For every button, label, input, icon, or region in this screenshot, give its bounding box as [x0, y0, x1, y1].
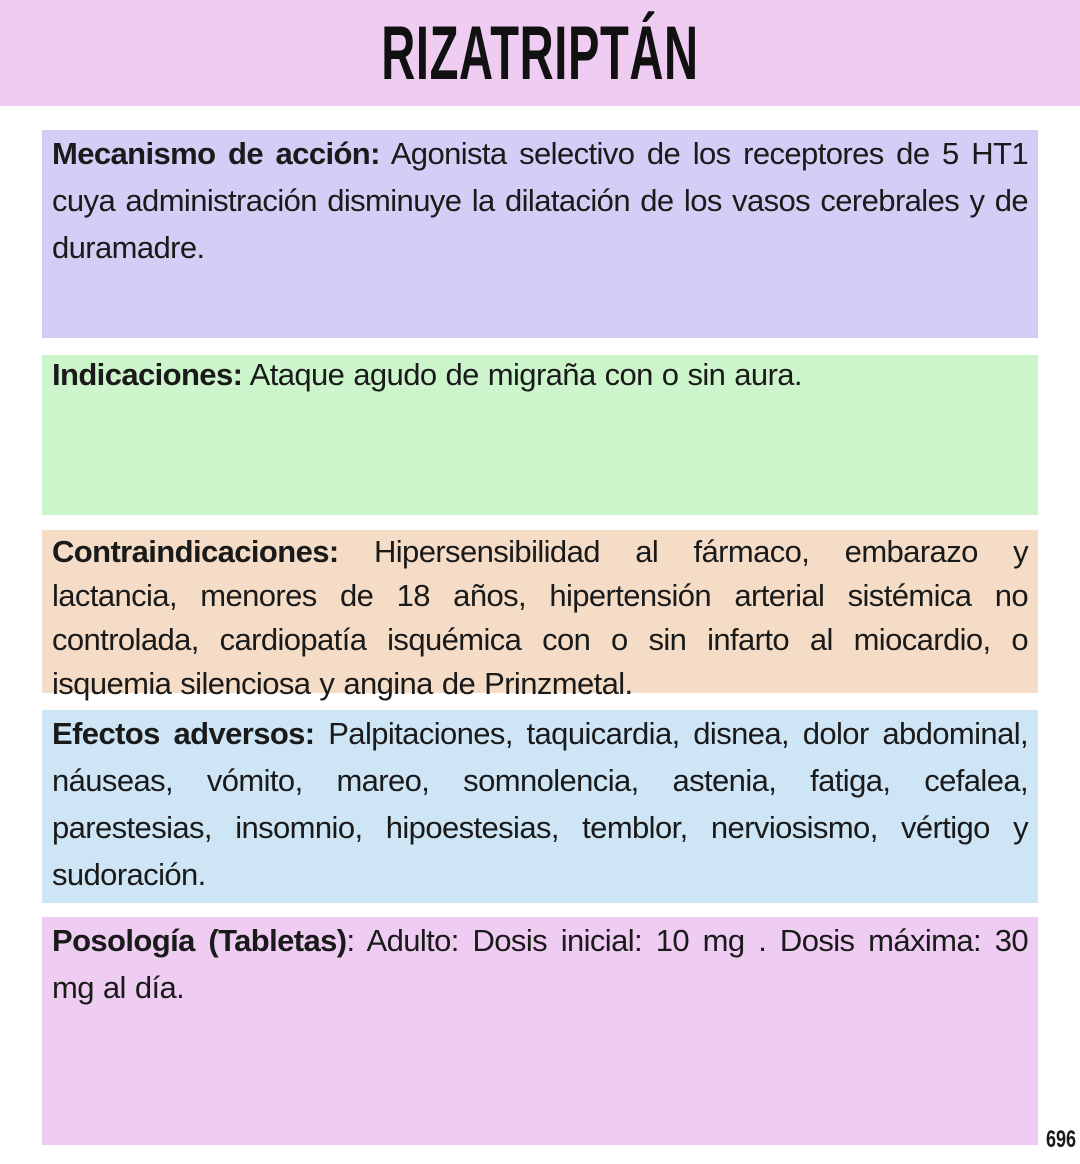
- section-body: Ataque agudo de migraña con o sin aura.: [242, 357, 802, 392]
- section-efectos-adversos: [42, 710, 1038, 903]
- section-label: Efectos adversos:: [52, 716, 315, 751]
- section-label: Indicaciones:: [52, 357, 243, 392]
- section-label: Mecanismo de acción:: [52, 136, 380, 171]
- title-banner: [0, 0, 1080, 106]
- section-text: [52, 130, 1028, 271]
- page-title: RIZATRIPTÁN: [381, 11, 699, 96]
- section-indicaciones: [42, 355, 1038, 515]
- section-mecanismo: [42, 130, 1038, 338]
- section-body: Palpitaciones, taquicardia, disnea, dolor abdominal, náuseas, vómito, mareo, somnolencia, astenia, fatiga, cefalea, parestesias, insomnio, hipoestesias, temblor, nerviosismo, vértigo y sudoración.: [52, 716, 1029, 892]
- section-label: Posología (Tabletas): [52, 923, 347, 958]
- section-body: Agonista selectivo de los receptores de 5 HT1 cuya administración disminuye la dilatación de los vasos cerebrales y de duramadre.: [52, 136, 1028, 265]
- section-contraindicaciones: [42, 530, 1038, 701]
- section-posologia: [42, 917, 1038, 1145]
- page-number: 696: [1045, 1126, 1076, 1153]
- section-text: [52, 917, 1028, 1011]
- section-text: [52, 355, 1028, 393]
- section-text: [52, 530, 1028, 706]
- section-body: : Adulto: Dosis inicial: 10 mg . Dosis máxima: 30 mg al día.: [52, 923, 1028, 1005]
- section-text: [52, 710, 1028, 898]
- section-label: Contraindicaciones:: [52, 534, 339, 569]
- section-body: Hipersensibilidad al fármaco, embarazo y lactancia, menores de 18 años, hipertensión arterial sistémica no controlada, cardiopatía isquémica con o sin infarto al miocardio, o isquemia silenciosa y angina de Prinzmetal.: [52, 534, 1028, 701]
